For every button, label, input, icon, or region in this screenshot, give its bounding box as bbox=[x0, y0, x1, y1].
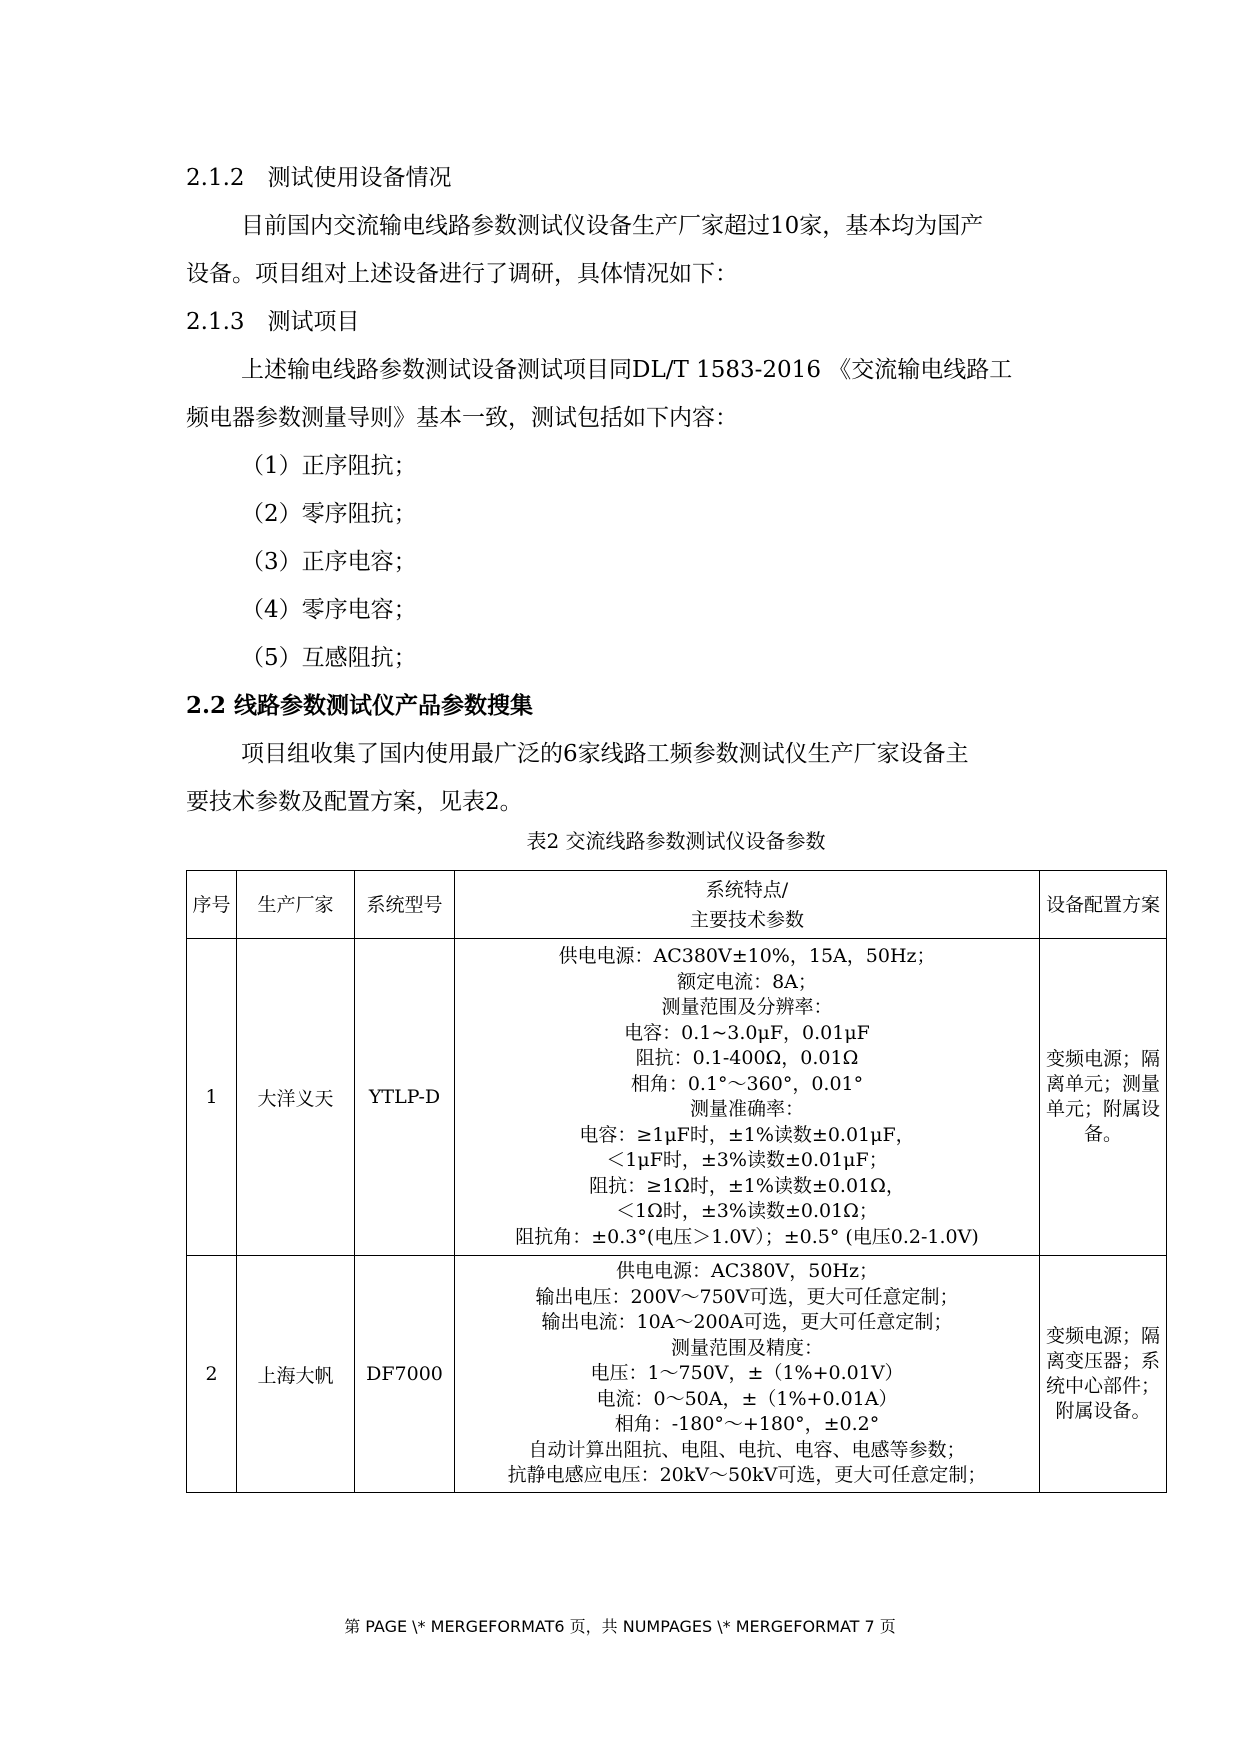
param-line: ＜1Ω时，±3%读数±0.01Ω； bbox=[616, 1200, 878, 1222]
table-header-row bbox=[187, 871, 1167, 939]
equipment-parameter-table bbox=[186, 870, 1167, 1493]
cell-config: 变频电源；隔离变压器；系统中心部件；附属设备。 bbox=[1040, 1256, 1167, 1493]
list-item: （1）正序阻抗； bbox=[241, 453, 417, 479]
paragraph-1-line-2: 设备。项目组对上述设备进行了调研，具体情况如下： bbox=[186, 261, 738, 287]
heading-2-1-2: 2.1.2 测试使用设备情况 bbox=[186, 165, 452, 191]
list-item: （5）互感阻抗； bbox=[241, 645, 417, 671]
header-features-line-1: 系统特点/ bbox=[705, 878, 789, 901]
paragraph-2-line-2: 频电器参数测量导则》基本一致，测试包括如下内容： bbox=[186, 405, 738, 431]
cell-params bbox=[455, 939, 1040, 1256]
cell-model: DF7000 bbox=[355, 1256, 455, 1493]
param-line: 供电电源：AC380V±10%，15A，50Hz； bbox=[558, 945, 936, 967]
body-text bbox=[186, 154, 1051, 826]
param-line: 额定电流：8A； bbox=[677, 970, 817, 993]
header-maker: 生产厂家 bbox=[237, 871, 355, 939]
header-no: 序号 bbox=[187, 871, 237, 939]
param-line: 电压：1～750V，±（1%+0.01V） bbox=[590, 1362, 904, 1385]
cell-no: 2 bbox=[187, 1256, 237, 1493]
table-caption: 表2 交流线路参数测试仪设备参数 bbox=[526, 829, 826, 853]
header-config: 设备配置方案 bbox=[1040, 871, 1167, 939]
list-item: （2）零序阻抗； bbox=[241, 501, 417, 527]
cell-model: YTLP-D bbox=[355, 939, 455, 1256]
paragraph-3-line-1: 项目组收集了国内使用最广泛的6家线路工频参数测试仪生产厂家设备主 bbox=[241, 741, 969, 767]
param-line: 阻抗：0.1-400Ω，0.01Ω bbox=[635, 1047, 859, 1069]
cell-config: 变频电源；隔离单元；测量单元；附属设备。 bbox=[1040, 939, 1167, 1256]
page-footer: 第 PAGE \* MERGEFORMAT6 页，共 NUMPAGES \* MERGEFORMAT 7 页 bbox=[344, 1617, 896, 1636]
param-line: 阻抗角：±0.3°(电压＞1.0V）；±0.5° (电压0.2-1.0V) bbox=[515, 1225, 979, 1248]
param-line: 自动计算出阻抗、电阻、电抗、电容、电感等参数； bbox=[528, 1438, 966, 1461]
cell-maker: 上海大帆 bbox=[237, 1256, 355, 1493]
header-features bbox=[455, 871, 1040, 939]
cell-no: 1 bbox=[187, 939, 237, 1256]
paragraph-3-line-2: 要技术参数及配置方案，见表2。 bbox=[186, 789, 523, 815]
param-line: 电流：0～50A，±（1%+0.01A） bbox=[596, 1387, 898, 1410]
list-item: （4）零序电容； bbox=[241, 597, 417, 623]
param-line: ＜1μF时，±3%读数±0.01μF； bbox=[606, 1149, 888, 1171]
heading-2-1-3: 2.1.3 测试项目 bbox=[186, 309, 360, 335]
param-line: 输出电流：10A～200A可选，更大可任意定制； bbox=[541, 1311, 953, 1334]
header-features-line-2: 主要技术参数 bbox=[689, 908, 804, 931]
heading-2-2: 2.2 线路参数测试仪产品参数搜集 bbox=[186, 692, 534, 719]
param-line: 电容：0.1~3.0μF，0.01μF bbox=[624, 1021, 870, 1044]
param-line: 阻抗：≥1Ω时，±1%读数±0.01Ω， bbox=[589, 1174, 905, 1197]
param-line: 相角：-180°～+180°，±0.2° bbox=[614, 1413, 880, 1436]
paragraph-2-line-1: 上述输电线路参数测试设备测试项目同DL/T 1583-2016 《交流输电线路工 bbox=[241, 357, 1013, 383]
table-row bbox=[187, 1256, 1167, 1493]
param-line: 抗静电感应电压：20kV～50kV可选，更大可任意定制； bbox=[507, 1464, 987, 1487]
cell-maker: 大洋义天 bbox=[237, 939, 355, 1256]
param-line: 测量范围及精度： bbox=[670, 1336, 823, 1359]
param-line: 测量范围及分辨率： bbox=[661, 996, 833, 1018]
cell-params bbox=[455, 1256, 1040, 1493]
param-line: 测量准确率： bbox=[689, 1098, 804, 1120]
param-line: 电容：≥1μF时，±1%读数±0.01μF， bbox=[579, 1123, 915, 1146]
list-item: （3）正序电容； bbox=[241, 549, 417, 575]
param-line: 输出电压：200V～750V可选，更大可任意定制； bbox=[535, 1285, 959, 1308]
table-row bbox=[187, 939, 1167, 1256]
header-model: 系统型号 bbox=[355, 871, 455, 939]
paragraph-1-line-1: 目前国内交流输电线路参数测试仪设备生产厂家超过10家，基本均为国产 bbox=[241, 213, 984, 239]
param-line: 相角：0.1°～360°，0.01° bbox=[630, 1072, 864, 1095]
param-line: 供电电源：AC380V，50Hz； bbox=[615, 1260, 878, 1283]
